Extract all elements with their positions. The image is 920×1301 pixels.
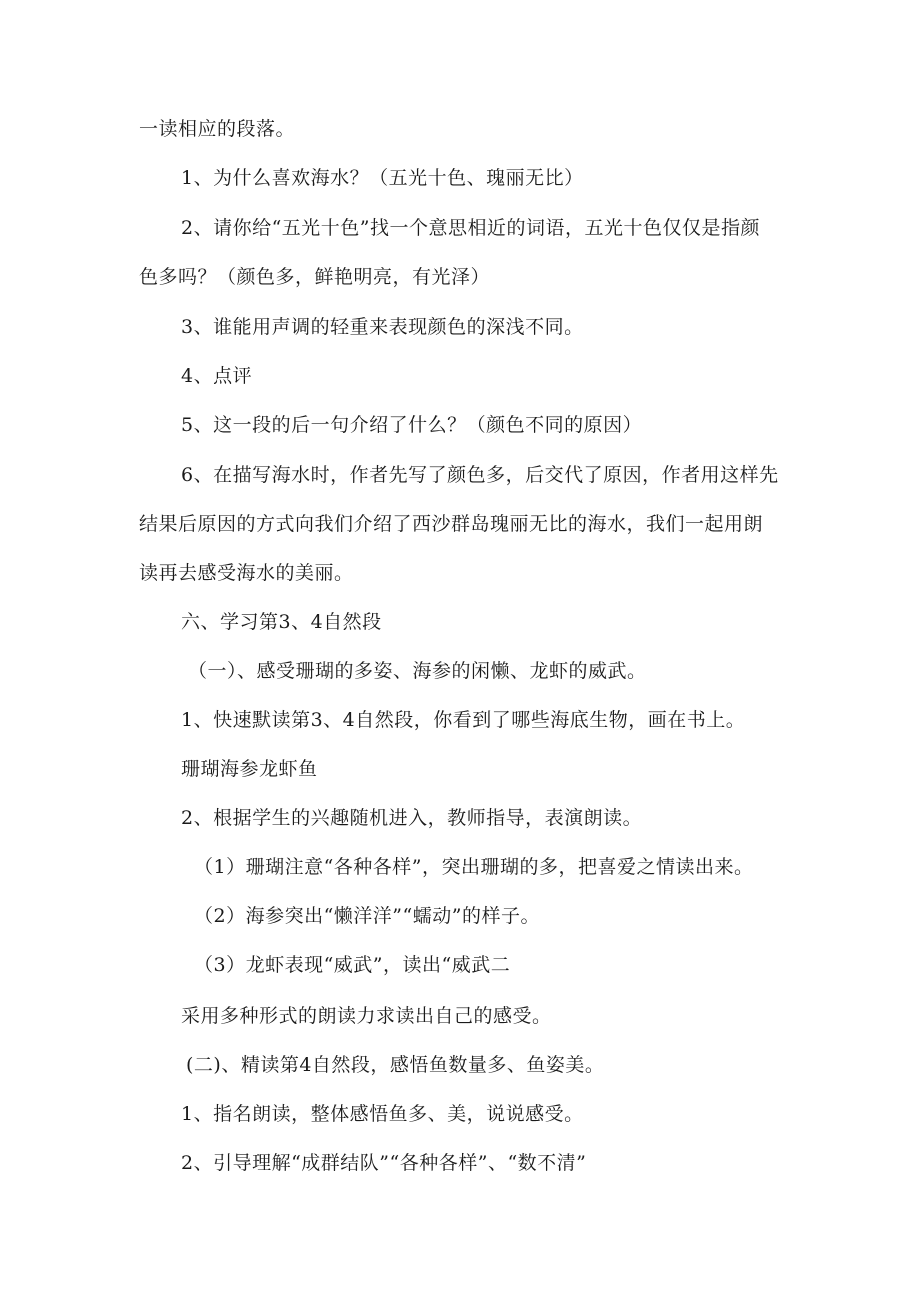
text-line: 4、点评 — [181, 365, 253, 387]
text-line: 1、为什么喜欢海水？（五光十色、瑰丽无比） — [181, 167, 584, 189]
subsection-heading: (二)、精读第4自然段，感悟鱼数量多、鱼姿美。 — [186, 1054, 605, 1076]
text-line: 结果后原因的方式向我们介绍了西沙群岛瑰丽无比的海水，我们一起用朗 — [139, 513, 764, 535]
section-heading: 六、学习第3、4自然段 — [181, 611, 382, 633]
text-line: 2、根据学生的兴趣随机进入，教师指导，表演朗读。 — [181, 807, 643, 829]
text-line: 色多吗？（颜色多，鲜艳明亮，有光泽） — [139, 266, 491, 288]
text-line: 一读相应的段落。 — [139, 118, 296, 140]
text-line: 2、引导理解“成群结队”“各种各样”、“数不清” — [181, 1152, 587, 1174]
text-line: （2）海参突出“懒洋洋”“蠕动”的样子。 — [194, 905, 540, 927]
text-line: 读再去感受海水的美丽。 — [139, 562, 354, 584]
text-line: 2、请你给“五光十色”找一个意思相近的词语，五光十色仅仅是指颜 — [181, 217, 761, 239]
text-line: 珊瑚海参龙虾鱼 — [181, 758, 318, 780]
text-line: 1、指名朗读，整体感悟鱼多、美，说说感受。 — [181, 1103, 584, 1125]
text-line: 6、在描写海水时，作者先写了颜色多，后交代了原因，作者用这样先 — [181, 464, 779, 486]
subsection-heading: （一）、感受珊瑚的多姿、海参的闲懒、龙虾的威武。 — [188, 660, 647, 682]
text-line: 5、这一段的后一句介绍了什么？（颜色不同的原因） — [181, 414, 643, 436]
text-line: 采用多种形式的朗读力求读出自己的感受。 — [181, 1005, 552, 1027]
text-line: （1）珊瑚注意“各种各样”，突出珊瑚的多，把喜爱之情读出来。 — [194, 856, 754, 878]
text-line: （3）龙虾表现“威武”，读出“威武二 — [194, 954, 511, 976]
text-line: 3、谁能用声调的轻重来表现颜色的深浅不同。 — [181, 316, 584, 338]
text-line: 1、快速默读第3、4自然段，你看到了哪些海底生物，画在书上。 — [181, 709, 746, 731]
